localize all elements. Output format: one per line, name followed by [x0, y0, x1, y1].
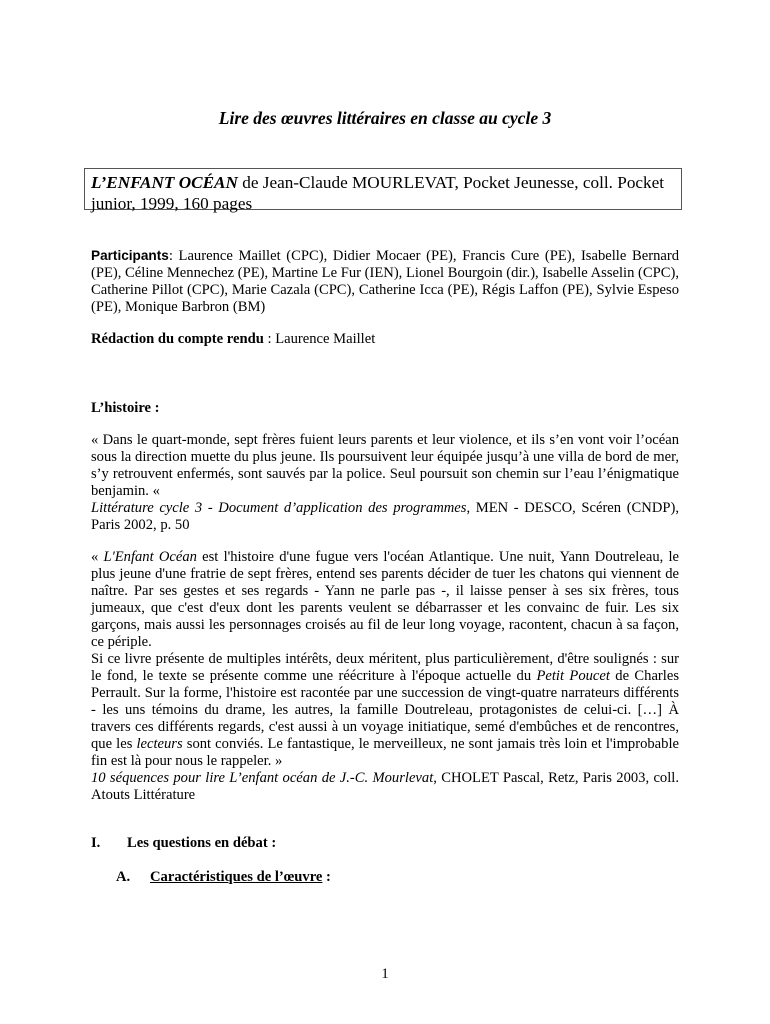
redaction-label: Rédaction du compte rendu: [91, 331, 264, 347]
subsection-a-label: Caractéristiques de l’œuvre: [150, 869, 323, 885]
quote-2-text-2c: sont conviés. Le fantastique, le merveilleux, ne sont jamais très loin et l'improbable fin est là pour nous le rappeler. »: [91, 736, 679, 769]
quote-2-text-1: est l'histoire d'une fugue vers l'océan Atlantique. Une nuit, Yann Doutreleau, le plus jeune d'une fratrie de sept frères, entend ses parents décider de tuer les chatons qui viennent de naître. Par ses gestes et ses regards - Yann ne parle pas -, il laisse penser à ses six frères, tous jumeaux, que c'est d'eux dont les parents veulent se débarrasser et les convainc de fuir. Les six garçons, mais aussi les personnages croisés au fil de leur long voyage, racontent, chacun à sa façon, ce périple.: [91, 549, 679, 650]
subsection-a-heading: [150, 869, 331, 886]
quote-2-open: «: [91, 549, 104, 565]
quote-2-lecteurs: lecteurs: [136, 736, 183, 752]
redaction-paragraph: [91, 331, 679, 348]
quote-1: [91, 432, 679, 534]
document-title: Lire des œuvres littéraires en classe au cycle 3: [218, 108, 552, 128]
participants-label: Participants: [91, 248, 169, 263]
participants-paragraph: [91, 247, 679, 316]
quote-2-petit-poucet: Petit Poucet: [536, 668, 610, 684]
section-1-number: I.: [91, 835, 101, 851]
quote-1-source-rest: , MEN - DESCO, Scéren (CNDP), Paris 2002, p. 50: [91, 500, 679, 533]
quote-2-source-title: 10 séquences pour lire L’enfant océan de J.-C. Mourlevat: [91, 770, 434, 786]
section-1-heading: Les questions en débat :: [127, 835, 277, 851]
redaction-author: : Laurence Maillet: [263, 331, 376, 347]
book-reference-box: [84, 168, 682, 213]
quote-1-source-title: Littérature cycle 3 - Document d’application des programmes: [91, 500, 467, 516]
quote-2: [91, 549, 679, 804]
book-title: L’ENFANT OCÉAN: [91, 173, 238, 192]
quote-2-source-rest: , CHOLET Pascal, Retz, Paris 2003, coll. Atouts Littérature: [91, 770, 679, 803]
book-details: de Jean-Claude MOURLEVAT, Pocket Jeunesse, coll. Pocket junior, 1999, 160 pages: [91, 173, 665, 213]
quote-2-book-title: L'Enfant Océan: [103, 549, 197, 565]
participants-list: : Laurence Maillet (CPC), Didier Mocaer (PE), Francis Cure (PE), Isabelle Bernard (PE), Céline Mennechez (PE), Martine Le Fur (IEN), Lionel Bourgoin (dir.), Isabelle Asselin (CPC), Catherine Pillot (CPC), Marie Cazala (CPC), Catherine Icca (PE), Régis Laffon (PE), Sylvie Espeso (PE), Monique Barbron (BM): [91, 248, 679, 315]
quote-2-text-2b: de Charles Perrault. Sur la forme, l'histoire est racontée par une succession de vingt-quatre narrateurs différents - les uns témoins du drame, les autres, la famille Doutreleau, protagonistes de celui-ci. […] À travers ces différents regards, c'est aussi à un voyage initiatique, semé d'embûches et de rencontres, que les: [91, 668, 679, 752]
quote-2-text-2a: Si ce livre présente de multiples intérêts, deux méritent, plus particulièrement, d'être soulignés : sur le fond, le texte se présente comme une réécriture à l'époque actuelle du: [91, 651, 679, 684]
page-number: 1: [381, 966, 389, 982]
subsection-a-number: A.: [116, 869, 131, 885]
subsection-a-suffix: :: [322, 869, 331, 885]
histoire-heading: L’histoire :: [91, 400, 160, 416]
quote-1-text: « Dans le quart-monde, sept frères fuient leurs parents et leur violence, et ils s’en vont voir l’océan sous la direction muette du plus jeune. Ils poursuivent leur équipée jusqu’à une villa de bord de mer, s’y retrouvent enfermés, sont sauvés par la police. Seul poursuit son chemin sur l’eau l’énigmatique benjamin. «: [91, 432, 679, 499]
